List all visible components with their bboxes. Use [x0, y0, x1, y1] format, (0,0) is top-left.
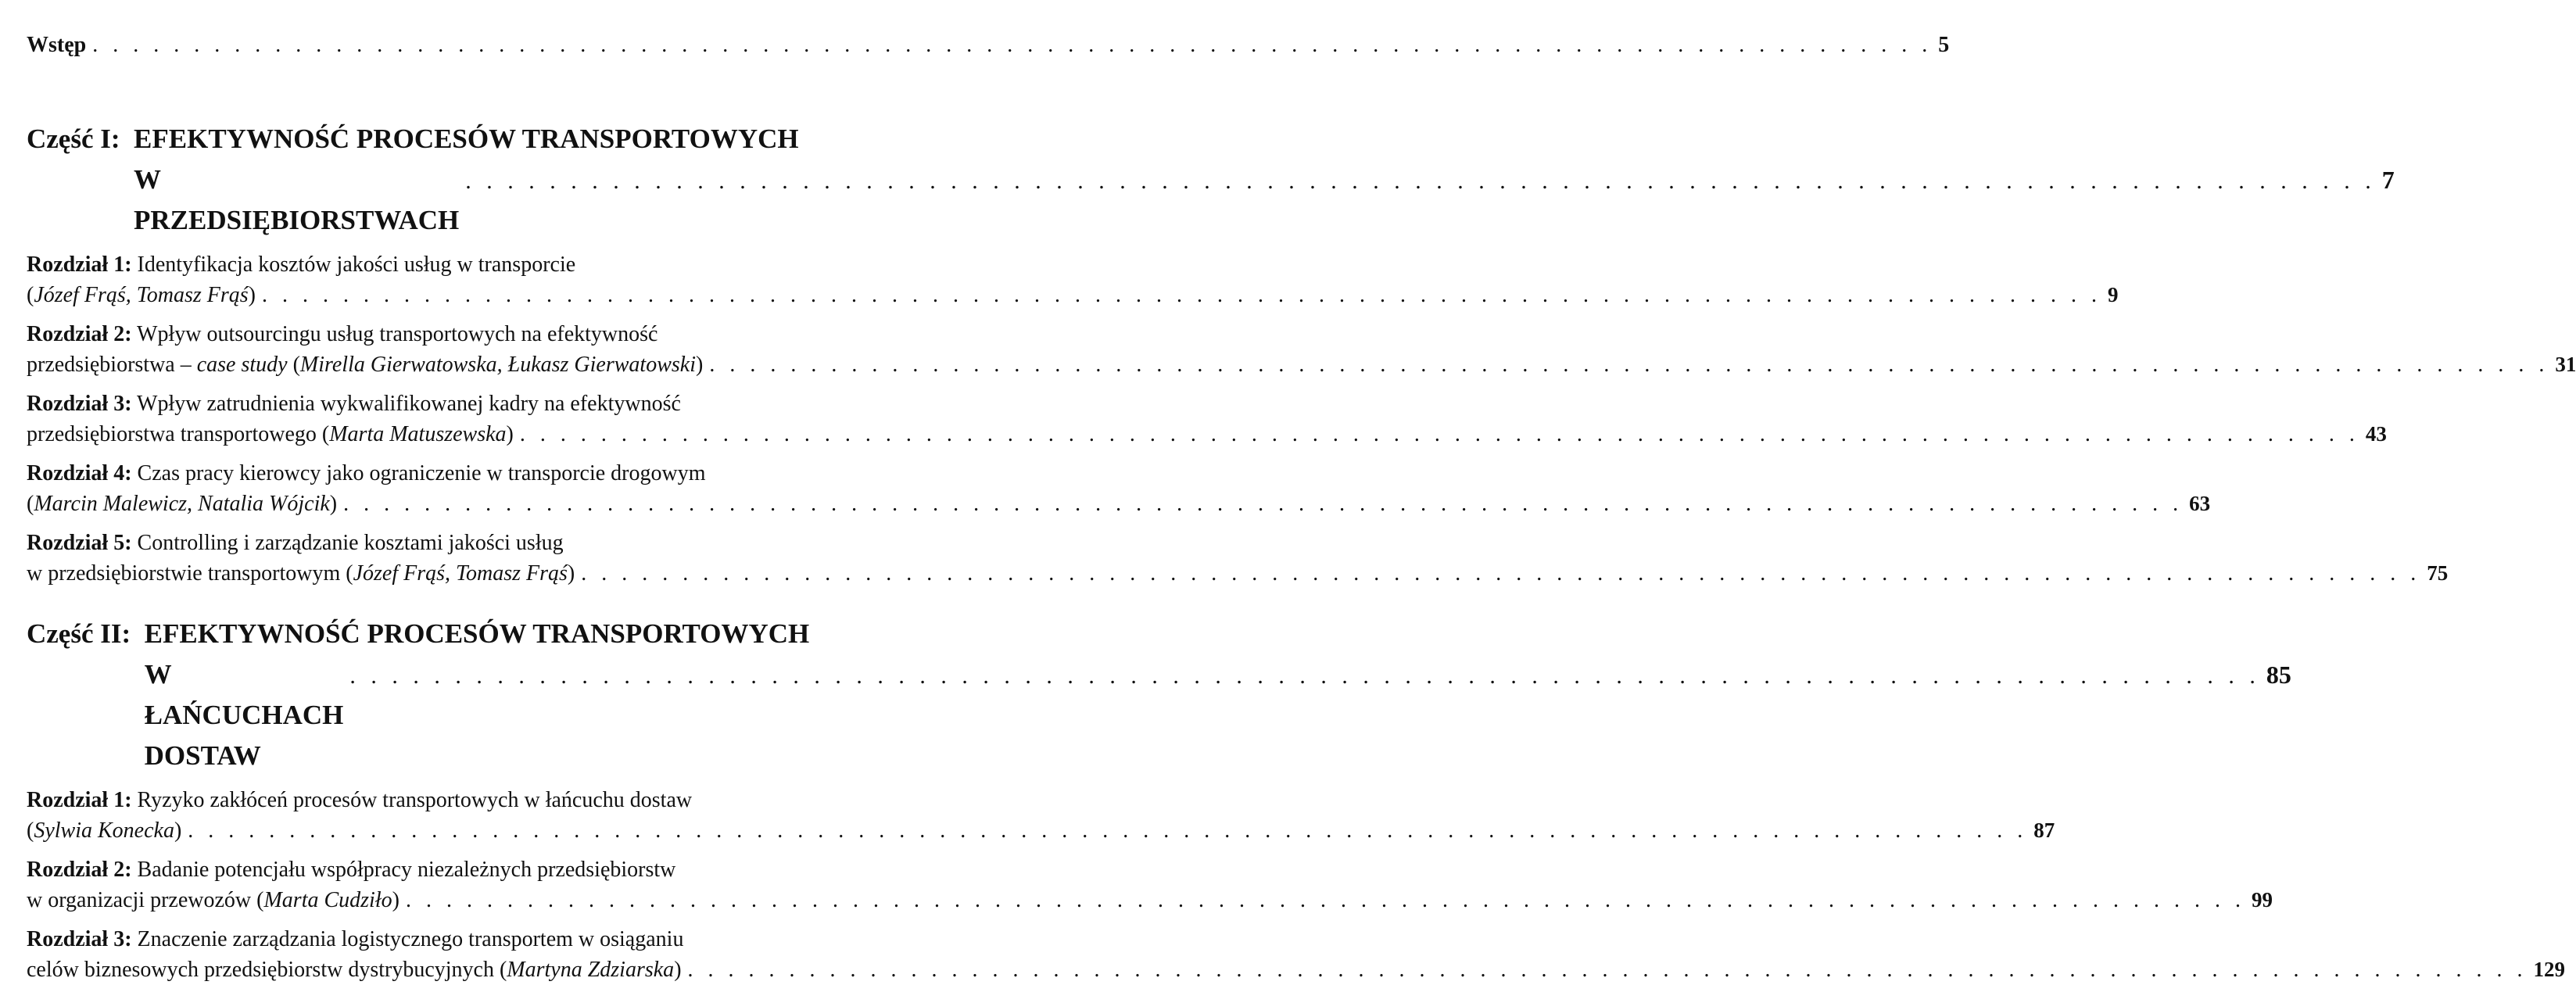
chapter-label: Rozdział 5:	[27, 531, 132, 555]
chapter-page: 43	[2365, 422, 2387, 446]
leader-dots	[688, 955, 2528, 985]
chapter-entry[interactable]: Rozdział 3: Wpływ zatrudnienia wykwalifikowanej kadry na efektywność przedsiębiorstwa transportowego (Marta Matuszewska) . . . 43	[27, 389, 826, 450]
chapter-entry[interactable]: Rozdział 2: Wpływ outsourcingu usług transportowych na efektywność przedsiębiorstwa – case study (Mirella Gierwatowska, Łukasz Gierwatowski) . . . 31	[27, 320, 826, 380]
chapter-title-italic: case study	[196, 353, 288, 377]
chapter-label: Rozdział 3:	[27, 392, 132, 416]
chapter-title: Znaczenie zarządzania logistycznego transportem w osiąganiu	[137, 927, 684, 951]
leader-dots	[92, 33, 1932, 58]
chapter-title: Badanie potencjału współpracy niezależnych przedsiębiorstw	[137, 858, 676, 882]
chapter-authors: Sylwia Konecka	[34, 818, 174, 843]
part-1	[27, 119, 2576, 589]
chapter-entry[interactable]: Rozdział 1: Identyfikacja kosztów jakości usług w transporcie (Józef Frąś, Tomasz Frąś) . . . 9	[27, 250, 826, 310]
chapter-label: Rozdział 1:	[27, 788, 132, 812]
part-2-label: Część II:	[27, 618, 131, 649]
chapter-title-cont: w przedsiębiorstwie transportowym	[27, 561, 346, 586]
chapter-authors: Mirella Gierwatowska, Łukasz Gierwatowski	[299, 353, 696, 377]
chapter-entry[interactable]: Rozdział 5: Controlling i zarządzanie kosztami jakości usług w przedsiębiorstwie transportowym (Józef Frąś, Tomasz Frąś) . . . 75	[27, 528, 826, 589]
chapter-label: Rozdział 1:	[27, 253, 132, 277]
chapter-authors: Martyna Zdziarska	[507, 958, 675, 982]
chapter-title: Controlling i zarządzanie kosztami jakości usług	[137, 531, 564, 555]
chapter-page: 9	[2108, 283, 2119, 306]
leader-dots	[262, 281, 2101, 310]
toc-entry-intro[interactable]	[27, 33, 1950, 58]
chapter-page: 87	[2033, 818, 2055, 842]
part-2-heading[interactable]	[27, 614, 2291, 776]
part-1-label: Część I:	[27, 124, 120, 154]
chapter-authors: Józef Frąś, Tomasz Frąś	[34, 283, 249, 307]
chapter-page: 129	[2533, 958, 2566, 981]
chapter-authors: Marta Matuszewska	[329, 422, 507, 446]
intro-label: Wstęp	[27, 33, 87, 57]
chapter-page: 31	[2555, 353, 2576, 376]
chapter-label: Rozdział 3:	[27, 927, 132, 951]
chapter-title-cont: przedsiębiorstwa transportowego	[27, 422, 322, 446]
chapter-entry[interactable]: Rozdział 3: Znaczenie zarządzania logistycznego transportem w osiąganiu celów biznesowych przedsiębiorstw dystrybucyjnych (Martyna Zdziarska) . . . 129	[27, 925, 826, 985]
chapter-title-cont: przedsiębiorstwa –	[27, 353, 197, 377]
part-2	[27, 614, 2566, 985]
leader-dots	[343, 489, 2183, 519]
leader-dots	[581, 559, 2420, 589]
chapter-label: Rozdział 2:	[27, 322, 132, 346]
leader-dots	[465, 161, 2376, 202]
part-1-title-line1: EFEKTYWNOŚĆ PROCESÓW TRANSPORTOWYCH	[134, 124, 799, 154]
chapter-label: Rozdział 2:	[27, 858, 132, 882]
chapter-page: 75	[2427, 561, 2449, 585]
part-1-title-line2: W PRZEDSIĘBIORSTWACH	[134, 164, 460, 235]
leader-dots	[709, 350, 2549, 380]
chapter-page: 63	[2189, 492, 2211, 515]
chapter-title-cont: w organizacji przewozów	[27, 888, 257, 912]
chapter-title: Wpływ outsourcingu usług transportowych na efektywność	[137, 322, 658, 346]
part-2-title-line2: W ŁAŃCUCHACH DOSTAW	[144, 659, 344, 771]
part-2-title-line1: EFEKTYWNOŚĆ PROCESÓW TRANSPORTOWYCH	[144, 618, 810, 649]
leader-dots	[406, 886, 2245, 915]
part-1-page: 7	[2381, 166, 2395, 194]
chapter-authors: Józef Frąś, Tomasz Frąś	[353, 561, 568, 586]
chapter-title: Ryzyko zakłóceń procesów transportowych w łańcuchu dostaw	[137, 788, 693, 812]
chapter-title: Wpływ zatrudnienia wykwalifikowanej kadry na efektywność	[137, 392, 681, 416]
part-2-page: 85	[2266, 661, 2291, 689]
chapter-title: Identyfikacja kosztów jakości usług w transporcie	[137, 253, 576, 277]
chapter-entry[interactable]: Rozdział 2: Badanie potencjału współpracy niezależnych przedsiębiorstw w organizacji przewozów (Marta Cudziło) . . . 99	[27, 855, 826, 915]
chapter-title: Czas pracy kierowcy jako ograniczenie w transporcie drogowym	[137, 461, 706, 485]
leader-dots	[520, 420, 2359, 450]
chapter-entry[interactable]: Rozdział 1: Ryzyko zakłóceń procesów transportowych w łańcuchu dostaw (Sylwia Konecka) . . . 87	[27, 786, 826, 846]
intro-page: 5	[1938, 33, 1950, 57]
chapter-authors: Marcin Malewicz, Natalia Wójcik	[34, 492, 330, 516]
chapter-authors: Marta Cudziło	[263, 888, 392, 912]
leader-dots	[188, 816, 2027, 846]
chapter-title-cont: celów biznesowych przedsiębiorstw dystrybucyjnych	[27, 958, 500, 982]
chapter-entry[interactable]: Rozdział 4: Czas pracy kierowcy jako ograniczenie w transporcie drogowym (Marcin Malewicz, Natalia Wójcik) . . . 63	[27, 459, 826, 519]
chapter-page: 99	[2251, 888, 2273, 912]
leader-dots	[349, 656, 2260, 697]
chapter-label: Rozdział 4:	[27, 461, 132, 485]
part-1-heading[interactable]	[27, 119, 2395, 241]
